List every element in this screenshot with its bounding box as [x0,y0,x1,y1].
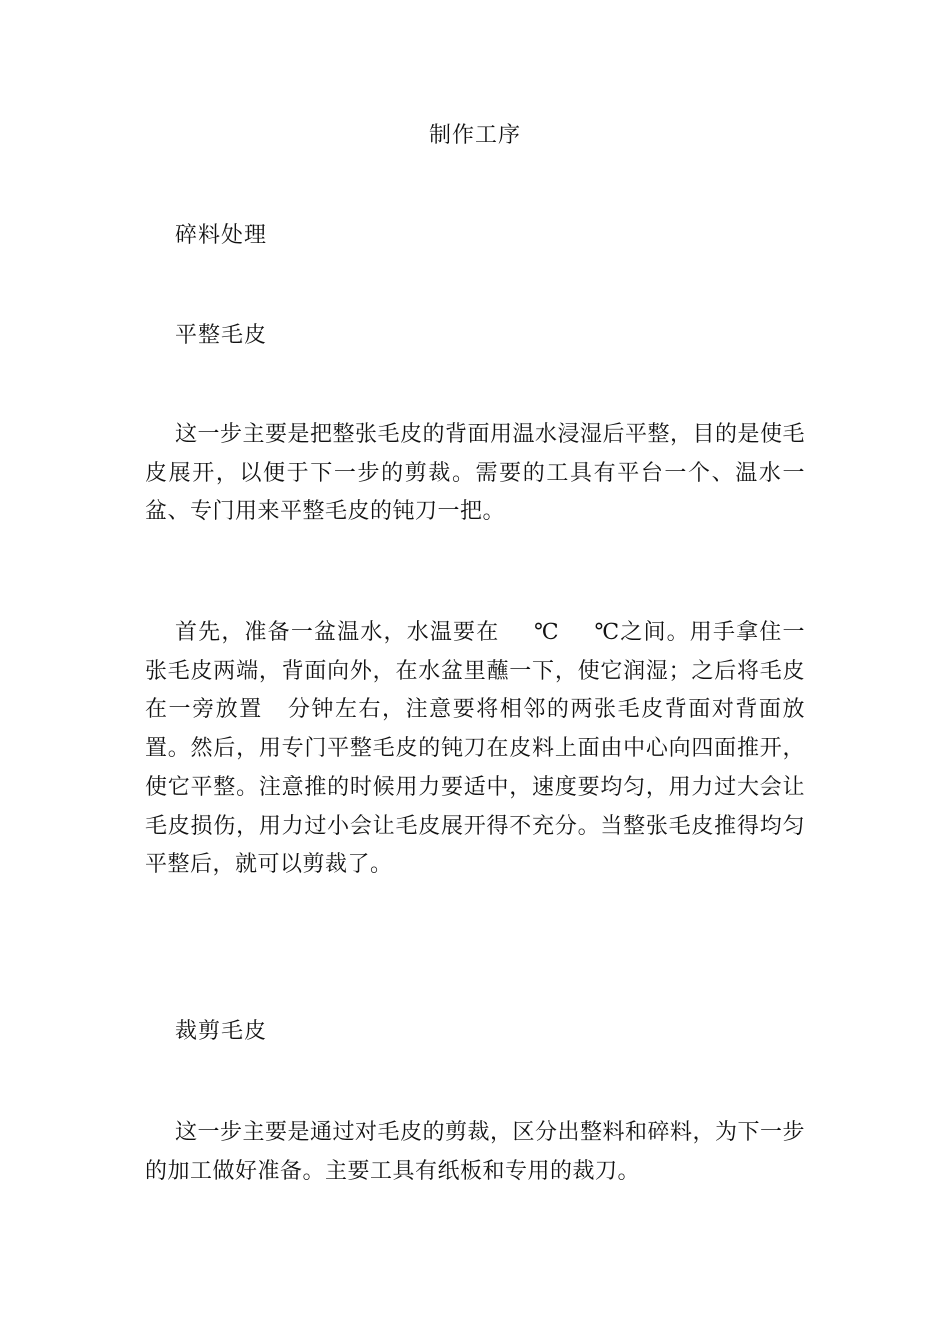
paragraph-text: 首先，准备一盆温水，水温要在 [175,620,500,645]
section-heading-cut-fur: 裁剪毛皮 [175,1019,268,1044]
paragraph-flatten-steps [145,614,805,885]
temperature-unit: ℃ [533,620,560,645]
paragraph-flatten-intro: 这一步主要是把整张毛皮的背面用温水浸湿后平整，目的是使毛皮展开，以便于下一步的剪裁。需要的工具有平台一个、温水一盆、专门用来平整毛皮的钝刀一把。 [145,422,806,525]
paragraph-text: 分钟左右，注意要将相邻的两张毛皮背面对背面放置。然后，用专门平整毛皮的钝刀在皮料上面由中心向四面推开，使它平整。注意推的时候用力要适中，速度要均匀，用力过大会让毛皮损伤，用力过小会让毛皮展开得不充分。当整张毛皮推得均匀平整后，就可以剪裁了。 [145,697,805,878]
paragraph-cut-intro: 这一步主要是通过对毛皮的剪裁，区分出整料和碎料，为下一步的加工做好准备。主要工具有纸板和专用的裁刀。 [145,1120,806,1184]
section-heading-scrap-processing: 碎料处理 [175,223,268,248]
document-title: 制作工序 [428,123,521,148]
paragraph-text: ℃之间。用手拿住一张毛皮两端，背面向外，在水盆里蘸一下，使它润湿；之后将毛皮在一旁放置 [145,620,805,723]
section-heading-flatten-fur: 平整毛皮 [175,323,268,348]
